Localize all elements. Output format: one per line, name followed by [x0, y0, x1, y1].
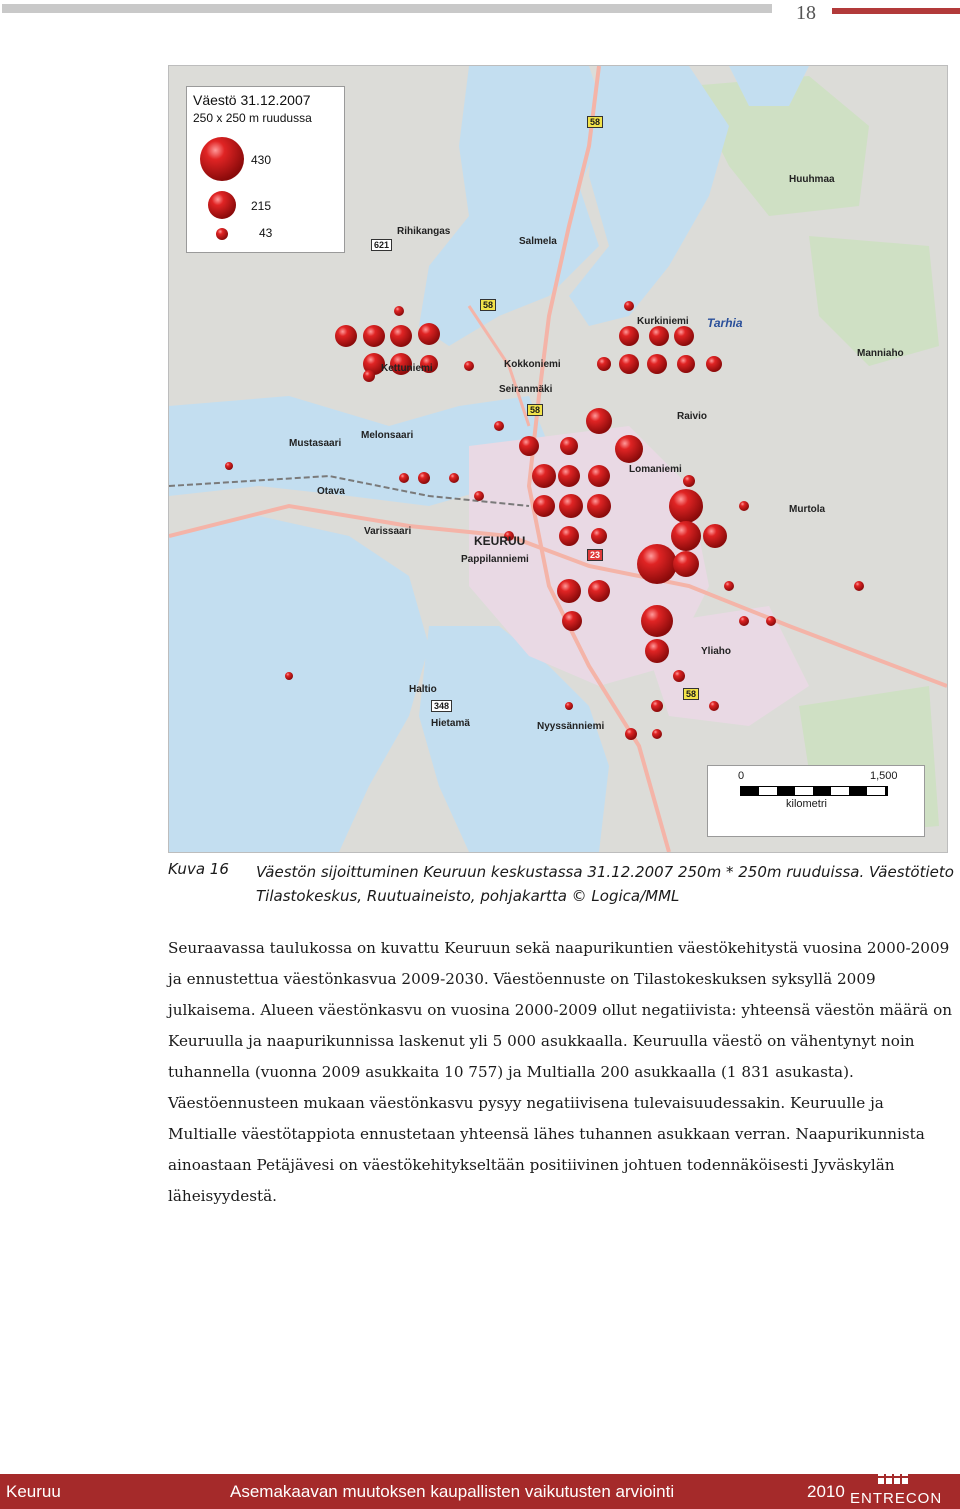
place-label-seiranmaki: Seiranmäki: [499, 384, 553, 395]
place-label-manniaho: Manniaho: [857, 348, 904, 359]
place-label-hietama: Hietamä: [431, 718, 470, 729]
legend-value-medium: 215: [251, 199, 272, 213]
place-label-salmela: Salmela: [519, 236, 557, 247]
road-sign-58: 58: [587, 116, 603, 128]
population-map: [168, 65, 948, 853]
place-label-keuruu: KEURUU: [474, 534, 526, 548]
place-label-huuhmaa: Huuhmaa: [789, 174, 835, 185]
place-label-tarhia: Tarhia: [707, 316, 743, 330]
figure-label: Kuva 16: [168, 860, 229, 878]
place-label-yliaho: Yliaho: [701, 646, 732, 657]
map-scale-bar: [707, 765, 925, 837]
road-sign-58: 58: [683, 688, 699, 700]
road-sign-348: 348: [431, 700, 452, 712]
header-rule-left: [2, 4, 772, 13]
legend-value-large: 430: [251, 153, 272, 167]
place-label-kurkiniemi: Kurkiniemi: [637, 316, 689, 327]
page-footer: [0, 1474, 960, 1509]
place-label-kokkoniemi: Kokkoniemi: [504, 359, 561, 370]
body-paragraph: Seuraavassa taulukossa on kuvattu Keuruun sekä naapurikuntien väestökehitystä vuosina 2000-2009 ja ennustettua väestönkasvua 2009-2030. Väestöennuste on Tilastokeskuksen syksyllä 2009 julkaisema. Alueen väestönkasvu on vuosina 2000-2009 ollut negatiivista: yhteensä väestön määrä on Keuruulla ja naapurikunnissa laskenut yli 5 000 asukkaalla. Keuruulla väestö on vähentynyt noin tuhannella (vuonna 2009 asukkaita 10 757) ja Multialla 200 asukkaalla (1 831 asukasta). Väestöennusteen mukaan väestönkasvu pysyy negatiivisena tulevaisuudessakin. Keuruulle ja Multialle väestötappiota ennustetaan yhteensä lähes tuhannen asukkaan verran. Naapurikunnista ainoastaan Petäjävesi on väestökehitykseltään positiivinen johtuen todennäköisesti Jyväskylän läheisyydestä.: [168, 939, 953, 1205]
place-label-murtola: Murtola: [789, 504, 826, 515]
map-legend: [186, 86, 345, 253]
place-label-melonsaari: Melonsaari: [361, 430, 414, 441]
legend-value-small: 43: [259, 226, 273, 240]
place-label-raivio: Raivio: [677, 411, 708, 422]
scale-end: 1,500: [870, 770, 898, 782]
place-label-otava: Otava: [317, 486, 345, 497]
road-sign-58: 58: [480, 299, 496, 311]
header-rule-right: [832, 8, 960, 14]
place-label-rihikangas: Rihikangas: [397, 226, 451, 237]
scale-start: 0: [738, 770, 745, 782]
place-label-lomaniemi: Lomaniemi: [629, 464, 682, 475]
legend-subtitle: 250 x 250 m ruudussa: [193, 111, 312, 125]
road-sign-621: 621: [371, 239, 392, 251]
place-label-varissaari: Varissaari: [364, 526, 412, 537]
place-label-kettuniemi: Kettuniemi: [381, 363, 433, 374]
page-number: 18: [796, 2, 816, 24]
legend-title: Väestö 31.12.2007: [193, 92, 311, 108]
road-sign-58: 58: [527, 404, 543, 416]
place-label-haltio: Haltio: [409, 684, 437, 695]
place-label-nyyssanniemi: Nyyssänniemi: [537, 721, 605, 732]
figure-caption: Väestön sijoittuminen Keuruun keskustassa 31.12.2007 250m * 250m ruuduissa. Väestötieto Tilastokeskus, Ruutuaineisto, pohjakartta © Logica/MML: [256, 863, 954, 905]
footer-title: Asemakaavan muutoksen kaupallisten vaikutusten arviointi: [230, 1482, 675, 1501]
scale-unit: kilometri: [786, 798, 827, 810]
road-sign-23: 23: [587, 549, 603, 561]
scale-ruler: [740, 786, 888, 796]
footer-logo-text: ENTRECON: [850, 1490, 943, 1507]
place-label-pappilanniemi: Pappilanniemi: [461, 554, 529, 565]
place-label-mustasaari: Mustasaari: [289, 438, 342, 449]
footer-year: 2010: [807, 1482, 845, 1501]
footer-municipality: Keuruu: [6, 1482, 61, 1501]
